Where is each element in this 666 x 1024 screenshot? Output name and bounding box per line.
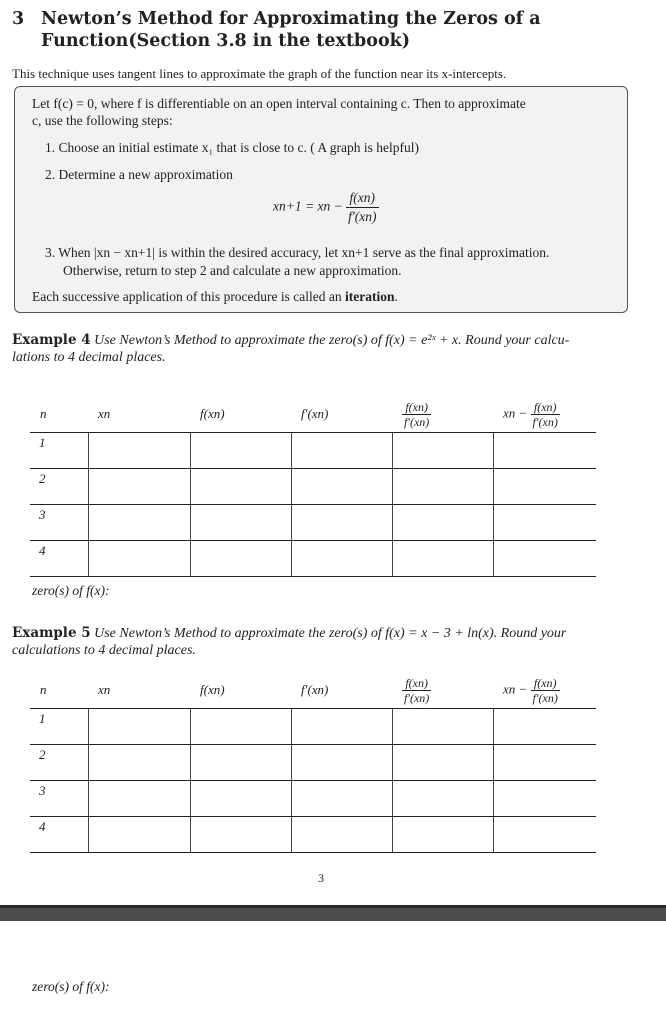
header-xn: xn bbox=[88, 672, 190, 709]
row-n: 2 bbox=[30, 745, 88, 781]
example-4-table bbox=[30, 396, 596, 577]
cell-xn[interactable] bbox=[88, 469, 190, 505]
cell-ratio[interactable] bbox=[392, 469, 493, 505]
header-fxn: f(xn) bbox=[190, 672, 291, 709]
example-5-table bbox=[30, 672, 596, 853]
table-row bbox=[30, 541, 596, 577]
header-ratio bbox=[392, 396, 493, 433]
section-number: 3 bbox=[12, 9, 25, 29]
header-fpxn: f′(xn) bbox=[291, 672, 392, 709]
cell-fxn[interactable] bbox=[190, 817, 291, 853]
iteration-term: iteration bbox=[345, 289, 395, 304]
cell-xn[interactable] bbox=[88, 505, 190, 541]
cell-fpxn[interactable] bbox=[291, 505, 392, 541]
header-ratio-den: f′(xn) bbox=[404, 690, 430, 705]
cell-next-x[interactable] bbox=[493, 745, 596, 781]
row-n: 1 bbox=[30, 433, 88, 469]
page-number: 3 bbox=[318, 871, 324, 885]
table-header-row bbox=[30, 396, 596, 433]
step-1: 1. Choose an initial estimate x₁ that is close to c. ( A graph is helpful) bbox=[45, 140, 420, 155]
cell-fpxn[interactable] bbox=[291, 541, 392, 577]
table-row bbox=[30, 781, 596, 817]
example-5-text-line2: calculations to 4 decimal places. bbox=[12, 643, 196, 658]
cell-next-x[interactable] bbox=[493, 433, 596, 469]
newton-formula bbox=[273, 189, 379, 226]
procedure-box bbox=[14, 86, 628, 313]
header-next-x bbox=[493, 672, 596, 709]
cell-fpxn[interactable] bbox=[291, 433, 392, 469]
cell-fxn[interactable] bbox=[190, 745, 291, 781]
cell-fxn[interactable] bbox=[190, 541, 291, 577]
header-next-den: f′(xn) bbox=[532, 414, 558, 429]
formula-denominator: f′(xn) bbox=[348, 209, 377, 224]
cell-xn[interactable] bbox=[88, 433, 190, 469]
table-row bbox=[30, 505, 596, 541]
cell-xn[interactable] bbox=[88, 541, 190, 577]
cell-ratio[interactable] bbox=[392, 541, 493, 577]
header-next-prefix: xn − bbox=[503, 404, 528, 420]
cell-xn[interactable] bbox=[88, 745, 190, 781]
cell-xn[interactable] bbox=[88, 781, 190, 817]
header-ratio-num: f(xn) bbox=[402, 400, 431, 415]
cell-xn[interactable] bbox=[88, 709, 190, 745]
example-4-zero-label: zero(s) of f(x): bbox=[32, 583, 110, 598]
cell-ratio[interactable] bbox=[392, 817, 493, 853]
cell-next-x[interactable] bbox=[493, 505, 596, 541]
header-next-den: f′(xn) bbox=[532, 690, 558, 705]
table-header-row bbox=[30, 672, 596, 709]
cell-xn[interactable] bbox=[88, 817, 190, 853]
example-5-prompt bbox=[12, 625, 652, 659]
cell-ratio[interactable] bbox=[392, 505, 493, 541]
example-5-label: Example 5 bbox=[12, 625, 91, 641]
table-row bbox=[30, 469, 596, 505]
cell-fxn[interactable] bbox=[190, 709, 291, 745]
cell-ratio[interactable] bbox=[392, 781, 493, 817]
formula-numerator: f(xn) bbox=[346, 189, 378, 208]
cell-fpxn[interactable] bbox=[291, 781, 392, 817]
row-n: 4 bbox=[30, 817, 88, 853]
header-ratio bbox=[392, 672, 493, 709]
header-xn: xn bbox=[88, 396, 190, 433]
closing-prefix: Each successive application of this procedure is called an bbox=[32, 289, 342, 304]
example-4-prompt bbox=[12, 332, 652, 366]
formula-fraction bbox=[346, 189, 378, 226]
cell-fxn[interactable] bbox=[190, 505, 291, 541]
header-ratio-den: f′(xn) bbox=[404, 414, 430, 429]
cell-ratio[interactable] bbox=[392, 433, 493, 469]
cell-next-x[interactable] bbox=[493, 817, 596, 853]
row-n: 2 bbox=[30, 469, 88, 505]
cell-next-x[interactable] bbox=[493, 541, 596, 577]
example-4-text-line1: Use Newton’s Method to approximate the zero(s) of f(x) = e²ˣ + x. Round your calcu- bbox=[94, 333, 570, 348]
header-next-num: f(xn) bbox=[531, 676, 560, 691]
cell-ratio[interactable] bbox=[392, 709, 493, 745]
row-n: 1 bbox=[30, 709, 88, 745]
box-lead-line2: c, use the following steps: bbox=[32, 113, 173, 128]
table-row bbox=[30, 709, 596, 745]
cell-fxn[interactable] bbox=[190, 469, 291, 505]
step-3-line1: 3. When |xn − xn+1| is within the desired accuracy, let xn+1 serve as the final approximation. bbox=[45, 245, 550, 260]
cell-fpxn[interactable] bbox=[291, 709, 392, 745]
header-ratio-num: f(xn) bbox=[402, 676, 431, 691]
header-n: n bbox=[30, 396, 88, 433]
formula-lhs: xn+1 = xn − bbox=[273, 198, 343, 214]
cell-fpxn[interactable] bbox=[291, 817, 392, 853]
cell-next-x[interactable] bbox=[493, 469, 596, 505]
cell-fxn[interactable] bbox=[190, 781, 291, 817]
table-row bbox=[30, 433, 596, 469]
intro-text: This technique uses tangent lines to approximate the graph of the function near its x-intercepts. bbox=[12, 66, 507, 81]
example-5-zero-label: zero(s) of f(x): bbox=[32, 979, 110, 994]
row-n: 3 bbox=[30, 781, 88, 817]
row-n: 4 bbox=[30, 541, 88, 577]
header-next-num: f(xn) bbox=[531, 400, 560, 415]
cell-ratio[interactable] bbox=[392, 745, 493, 781]
cell-fpxn[interactable] bbox=[291, 745, 392, 781]
example-4-text-line2: lations to 4 decimal places. bbox=[12, 350, 166, 365]
cell-next-x[interactable] bbox=[493, 781, 596, 817]
header-fpxn: f′(xn) bbox=[291, 396, 392, 433]
header-fxn: f(xn) bbox=[190, 396, 291, 433]
table-row bbox=[30, 817, 596, 853]
header-next-x bbox=[493, 396, 596, 433]
example-4-label: Example 4 bbox=[12, 332, 91, 348]
closing-suffix: . bbox=[394, 289, 398, 304]
header-n: n bbox=[30, 672, 88, 709]
closing-sentence bbox=[32, 288, 398, 306]
table-row bbox=[30, 745, 596, 781]
cell-next-x[interactable] bbox=[493, 709, 596, 745]
row-n: 3 bbox=[30, 505, 88, 541]
page-divider bbox=[0, 905, 666, 921]
step-3-line2: Otherwise, return to step 2 and calculate a new approximation. bbox=[63, 263, 402, 278]
cell-fpxn[interactable] bbox=[291, 469, 392, 505]
example-5-text-line1: Use Newton’s Method to approximate the zero(s) of f(x) = x − 3 + ln(x). Round your bbox=[94, 626, 567, 641]
step-2: 2. Determine a new approximation bbox=[45, 167, 233, 182]
cell-fxn[interactable] bbox=[190, 433, 291, 469]
section-title: Newton’s Method for Approximating the Zeros of a Function(Section 3.8 in the textbook) bbox=[41, 9, 541, 51]
header-next-prefix: xn − bbox=[503, 680, 528, 696]
box-lead-line1: Let f(c) = 0, where f is differentiable on an open interval containing c. Then to approximate bbox=[32, 96, 526, 111]
